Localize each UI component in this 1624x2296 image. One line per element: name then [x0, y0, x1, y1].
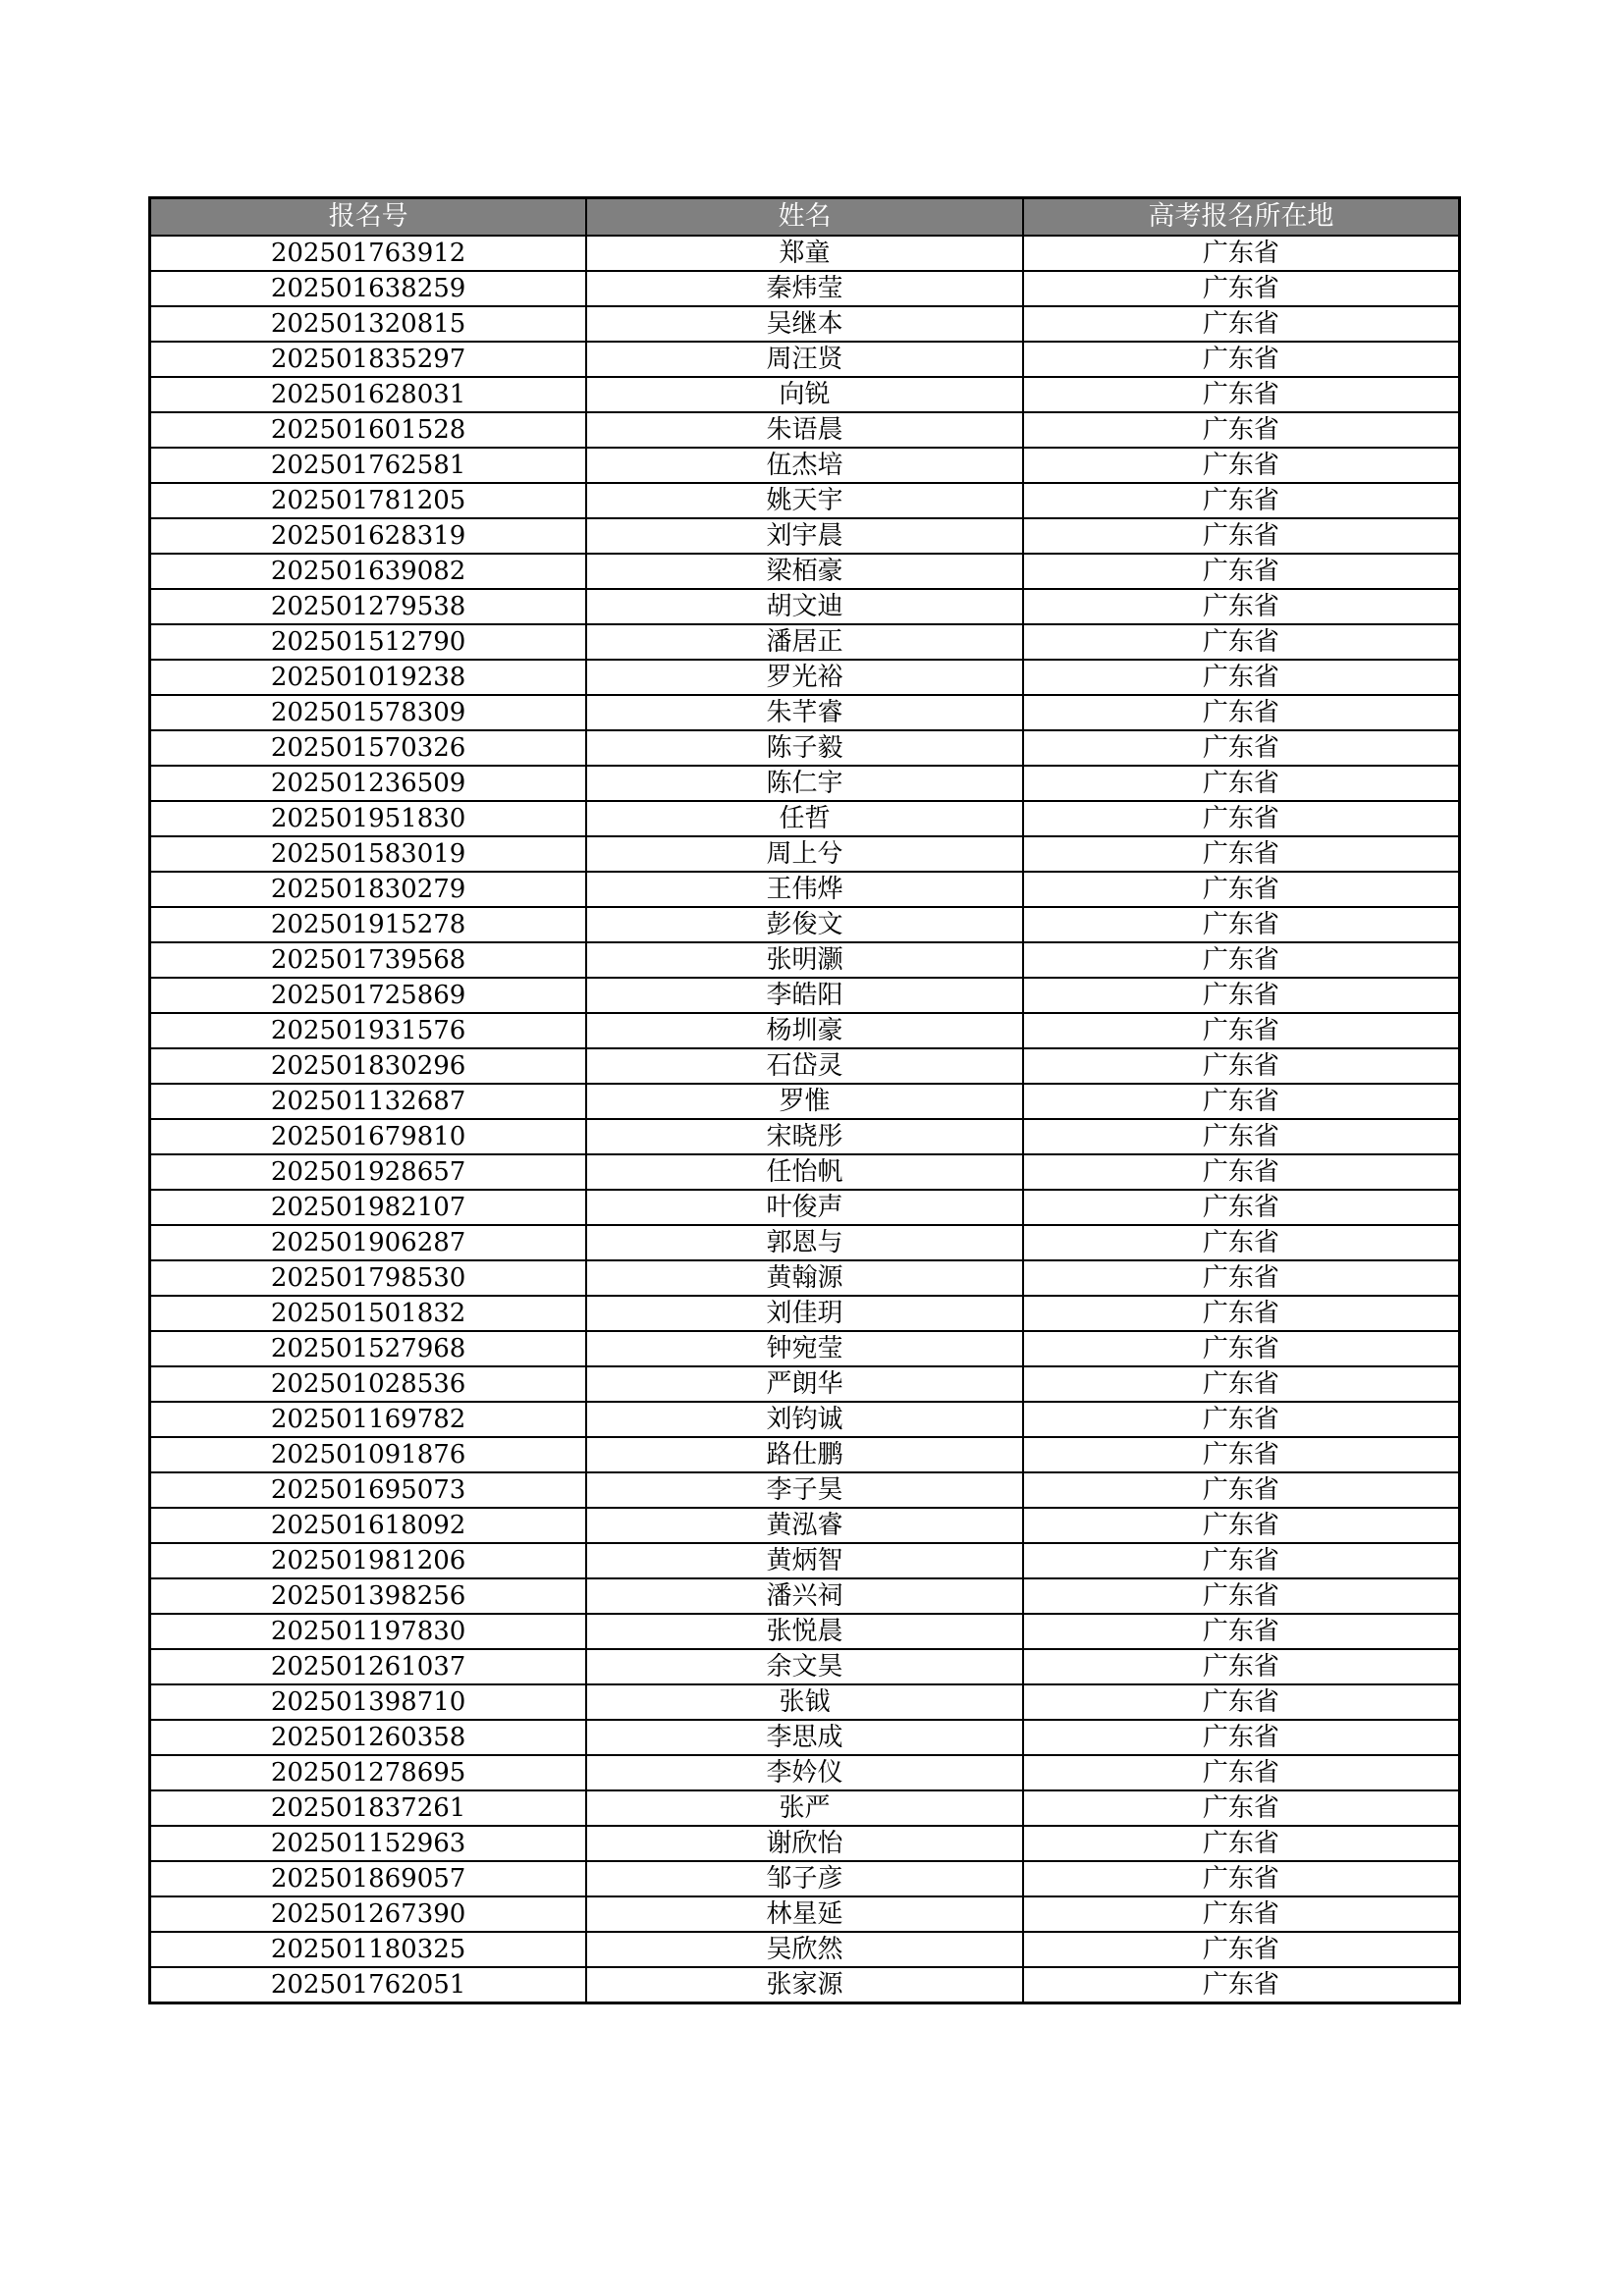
cell-name: 梁栢豪 [586, 554, 1023, 589]
table-row [150, 660, 1460, 695]
table-row [150, 412, 1460, 448]
cell-exam-location: 广东省 [1023, 836, 1460, 872]
cell-registration-number: 202501091876 [150, 1437, 587, 1472]
cell-name: 李思成 [586, 1720, 1023, 1755]
cell-registration-number: 202501132687 [150, 1084, 587, 1119]
cell-name: 罗惟 [586, 1084, 1023, 1119]
cell-exam-location: 广东省 [1023, 306, 1460, 342]
cell-registration-number: 202501837261 [150, 1790, 587, 1826]
table-row [150, 1578, 1460, 1614]
cell-registration-number: 202501197830 [150, 1614, 587, 1649]
table-row [150, 1508, 1460, 1543]
cell-registration-number: 202501739568 [150, 942, 587, 978]
cell-registration-number: 202501583019 [150, 836, 587, 872]
cell-exam-location: 广东省 [1023, 342, 1460, 377]
cell-name: 刘佳玥 [586, 1296, 1023, 1331]
cell-exam-location: 广东省 [1023, 1720, 1460, 1755]
table-row [150, 306, 1460, 342]
table-row [150, 1225, 1460, 1260]
cell-exam-location: 广东省 [1023, 518, 1460, 554]
table-row [150, 1543, 1460, 1578]
cell-registration-number: 202501981206 [150, 1543, 587, 1578]
cell-name: 陈子毅 [586, 730, 1023, 766]
cell-registration-number: 202501781205 [150, 483, 587, 518]
cell-name: 潘居正 [586, 624, 1023, 660]
cell-registration-number: 202501578309 [150, 695, 587, 730]
cell-registration-number: 202501398710 [150, 1684, 587, 1720]
header-registration-number: 报名号 [150, 198, 587, 237]
cell-registration-number: 202501830279 [150, 872, 587, 907]
cell-exam-location: 广东省 [1023, 624, 1460, 660]
cell-exam-location: 广东省 [1023, 1967, 1460, 2003]
table-row [150, 1932, 1460, 1967]
table-row [150, 1614, 1460, 1649]
cell-registration-number: 202501928657 [150, 1154, 587, 1190]
cell-name: 周汪贤 [586, 342, 1023, 377]
cell-name: 黄翰源 [586, 1260, 1023, 1296]
cell-registration-number: 202501152963 [150, 1826, 587, 1861]
cell-exam-location: 广东省 [1023, 1084, 1460, 1119]
table-header [150, 198, 1460, 237]
cell-name: 宋晓彤 [586, 1119, 1023, 1154]
cell-exam-location: 广东省 [1023, 872, 1460, 907]
cell-name: 张钺 [586, 1684, 1023, 1720]
cell-registration-number: 202501527968 [150, 1331, 587, 1366]
cell-registration-number: 202501725869 [150, 978, 587, 1013]
cell-exam-location: 广东省 [1023, 1649, 1460, 1684]
cell-name: 罗光裕 [586, 660, 1023, 695]
cell-name: 朱语晨 [586, 412, 1023, 448]
table-row [150, 1790, 1460, 1826]
table-row [150, 1048, 1460, 1084]
cell-registration-number: 202501906287 [150, 1225, 587, 1260]
cell-exam-location: 广东省 [1023, 1790, 1460, 1826]
cell-exam-location: 广东省 [1023, 801, 1460, 836]
cell-name: 张悦晨 [586, 1614, 1023, 1649]
table-row [150, 624, 1460, 660]
table-row [150, 483, 1460, 518]
table-row [150, 1472, 1460, 1508]
cell-registration-number: 202501260358 [150, 1720, 587, 1755]
cell-exam-location: 广东省 [1023, 1543, 1460, 1578]
header-name: 姓名 [586, 198, 1023, 237]
table-row [150, 1331, 1460, 1366]
cell-exam-location: 广东省 [1023, 377, 1460, 412]
cell-name: 任怡帆 [586, 1154, 1023, 1190]
cell-name: 秦炜莹 [586, 271, 1023, 306]
table-row [150, 554, 1460, 589]
cell-exam-location: 广东省 [1023, 1472, 1460, 1508]
cell-name: 张明灏 [586, 942, 1023, 978]
table-row [150, 1896, 1460, 1932]
cell-name: 张家源 [586, 1967, 1023, 2003]
cell-registration-number: 202501261037 [150, 1649, 587, 1684]
cell-name: 彭俊文 [586, 907, 1023, 942]
table-row [150, 1684, 1460, 1720]
cell-exam-location: 广东省 [1023, 1402, 1460, 1437]
table-row [150, 907, 1460, 942]
cell-registration-number: 202501570326 [150, 730, 587, 766]
table-row [150, 1861, 1460, 1896]
registration-table-container [148, 196, 1458, 2004]
table-row [150, 377, 1460, 412]
cell-exam-location: 广东省 [1023, 589, 1460, 624]
cell-registration-number: 202501835297 [150, 342, 587, 377]
table-row [150, 1296, 1460, 1331]
cell-registration-number: 202501028536 [150, 1366, 587, 1402]
cell-exam-location: 广东省 [1023, 1896, 1460, 1932]
table-row [150, 342, 1460, 377]
cell-exam-location: 广东省 [1023, 1048, 1460, 1084]
table-row [150, 801, 1460, 836]
cell-registration-number: 202501763912 [150, 236, 587, 271]
table-row [150, 1967, 1460, 2003]
table-row [150, 1366, 1460, 1402]
cell-exam-location: 广东省 [1023, 236, 1460, 271]
cell-exam-location: 广东省 [1023, 1578, 1460, 1614]
cell-registration-number: 202501236509 [150, 766, 587, 801]
cell-registration-number: 202501982107 [150, 1190, 587, 1225]
cell-exam-location: 广东省 [1023, 1260, 1460, 1296]
table-row [150, 766, 1460, 801]
header-row [150, 198, 1460, 237]
cell-exam-location: 广东省 [1023, 1684, 1460, 1720]
table-row [150, 695, 1460, 730]
cell-name: 周上兮 [586, 836, 1023, 872]
cell-name: 郑童 [586, 236, 1023, 271]
cell-name: 伍杰培 [586, 448, 1023, 483]
table-row [150, 1013, 1460, 1048]
cell-exam-location: 广东省 [1023, 271, 1460, 306]
cell-name: 任哲 [586, 801, 1023, 836]
cell-exam-location: 广东省 [1023, 907, 1460, 942]
table-row [150, 1084, 1460, 1119]
registration-table [148, 196, 1461, 2004]
cell-registration-number: 202501639082 [150, 554, 587, 589]
cell-registration-number: 202501019238 [150, 660, 587, 695]
cell-name: 余文昊 [586, 1649, 1023, 1684]
table-row [150, 1649, 1460, 1684]
cell-registration-number: 202501830296 [150, 1048, 587, 1084]
cell-registration-number: 202501180325 [150, 1932, 587, 1967]
cell-registration-number: 202501267390 [150, 1896, 587, 1932]
table-row [150, 1119, 1460, 1154]
table-row [150, 1720, 1460, 1755]
table-row [150, 942, 1460, 978]
table-row [150, 1154, 1460, 1190]
cell-name: 李皓阳 [586, 978, 1023, 1013]
cell-exam-location: 广东省 [1023, 483, 1460, 518]
table-row [150, 589, 1460, 624]
cell-registration-number: 202501501832 [150, 1296, 587, 1331]
table-row [150, 1437, 1460, 1472]
cell-name: 胡文迪 [586, 589, 1023, 624]
cell-name: 石岱灵 [586, 1048, 1023, 1084]
cell-exam-location: 广东省 [1023, 1013, 1460, 1048]
table-row [150, 1826, 1460, 1861]
cell-registration-number: 202501638259 [150, 271, 587, 306]
cell-name: 刘宇晨 [586, 518, 1023, 554]
header-exam-location: 高考报名所在地 [1023, 198, 1460, 237]
cell-exam-location: 广东省 [1023, 554, 1460, 589]
table-row [150, 836, 1460, 872]
cell-registration-number: 202501398256 [150, 1578, 587, 1614]
cell-registration-number: 202501601528 [150, 412, 587, 448]
cell-name: 李妗仪 [586, 1755, 1023, 1790]
cell-registration-number: 202501628031 [150, 377, 587, 412]
cell-name: 黄泓睿 [586, 1508, 1023, 1543]
cell-exam-location: 广东省 [1023, 448, 1460, 483]
cell-registration-number: 202501951830 [150, 801, 587, 836]
cell-registration-number: 202501320815 [150, 306, 587, 342]
cell-registration-number: 202501915278 [150, 907, 587, 942]
cell-name: 朱芊睿 [586, 695, 1023, 730]
cell-registration-number: 202501279538 [150, 589, 587, 624]
cell-exam-location: 广东省 [1023, 1755, 1460, 1790]
cell-exam-location: 广东省 [1023, 1437, 1460, 1472]
cell-exam-location: 广东省 [1023, 412, 1460, 448]
cell-name: 姚天宇 [586, 483, 1023, 518]
cell-name: 杨圳豪 [586, 1013, 1023, 1048]
cell-exam-location: 广东省 [1023, 1331, 1460, 1366]
cell-exam-location: 广东省 [1023, 1154, 1460, 1190]
cell-name: 钟宛莹 [586, 1331, 1023, 1366]
cell-exam-location: 广东省 [1023, 978, 1460, 1013]
cell-exam-location: 广东省 [1023, 1826, 1460, 1861]
cell-name: 王伟烨 [586, 872, 1023, 907]
cell-registration-number: 202501679810 [150, 1119, 587, 1154]
cell-exam-location: 广东省 [1023, 1296, 1460, 1331]
table-row [150, 236, 1460, 271]
cell-name: 吴欣然 [586, 1932, 1023, 1967]
cell-name: 黄炳智 [586, 1543, 1023, 1578]
cell-exam-location: 广东省 [1023, 1614, 1460, 1649]
cell-exam-location: 广东省 [1023, 942, 1460, 978]
cell-exam-location: 广东省 [1023, 766, 1460, 801]
cell-exam-location: 广东省 [1023, 660, 1460, 695]
cell-registration-number: 202501931576 [150, 1013, 587, 1048]
table-row [150, 1260, 1460, 1296]
cell-name: 刘钧诚 [586, 1402, 1023, 1437]
cell-registration-number: 202501618092 [150, 1508, 587, 1543]
cell-exam-location: 广东省 [1023, 1225, 1460, 1260]
cell-registration-number: 202501628319 [150, 518, 587, 554]
table-row [150, 271, 1460, 306]
cell-name: 严朗华 [586, 1366, 1023, 1402]
cell-name: 张严 [586, 1790, 1023, 1826]
cell-registration-number: 202501169782 [150, 1402, 587, 1437]
cell-exam-location: 广东省 [1023, 1861, 1460, 1896]
cell-registration-number: 202501762051 [150, 1967, 587, 2003]
table-row [150, 1402, 1460, 1437]
table-row [150, 1190, 1460, 1225]
cell-registration-number: 202501762581 [150, 448, 587, 483]
cell-exam-location: 广东省 [1023, 730, 1460, 766]
cell-registration-number: 202501512790 [150, 624, 587, 660]
cell-name: 路仕鹏 [586, 1437, 1023, 1472]
cell-name: 叶俊声 [586, 1190, 1023, 1225]
table-body [150, 236, 1460, 2003]
table-row [150, 978, 1460, 1013]
cell-name: 向锐 [586, 377, 1023, 412]
cell-name: 吴继本 [586, 306, 1023, 342]
cell-name: 李子昊 [586, 1472, 1023, 1508]
table-row [150, 448, 1460, 483]
cell-registration-number: 202501798530 [150, 1260, 587, 1296]
cell-name: 林星延 [586, 1896, 1023, 1932]
cell-exam-location: 广东省 [1023, 1366, 1460, 1402]
cell-exam-location: 广东省 [1023, 1508, 1460, 1543]
cell-name: 陈仁宇 [586, 766, 1023, 801]
table-row [150, 518, 1460, 554]
cell-registration-number: 202501278695 [150, 1755, 587, 1790]
table-row [150, 730, 1460, 766]
cell-exam-location: 广东省 [1023, 1932, 1460, 1967]
table-row [150, 1755, 1460, 1790]
cell-registration-number: 202501695073 [150, 1472, 587, 1508]
table-row [150, 872, 1460, 907]
cell-registration-number: 202501869057 [150, 1861, 587, 1896]
cell-exam-location: 广东省 [1023, 1119, 1460, 1154]
cell-exam-location: 广东省 [1023, 695, 1460, 730]
cell-name: 潘兴祠 [586, 1578, 1023, 1614]
cell-name: 郭恩与 [586, 1225, 1023, 1260]
cell-name: 谢欣怡 [586, 1826, 1023, 1861]
cell-name: 邹子彦 [586, 1861, 1023, 1896]
cell-exam-location: 广东省 [1023, 1190, 1460, 1225]
